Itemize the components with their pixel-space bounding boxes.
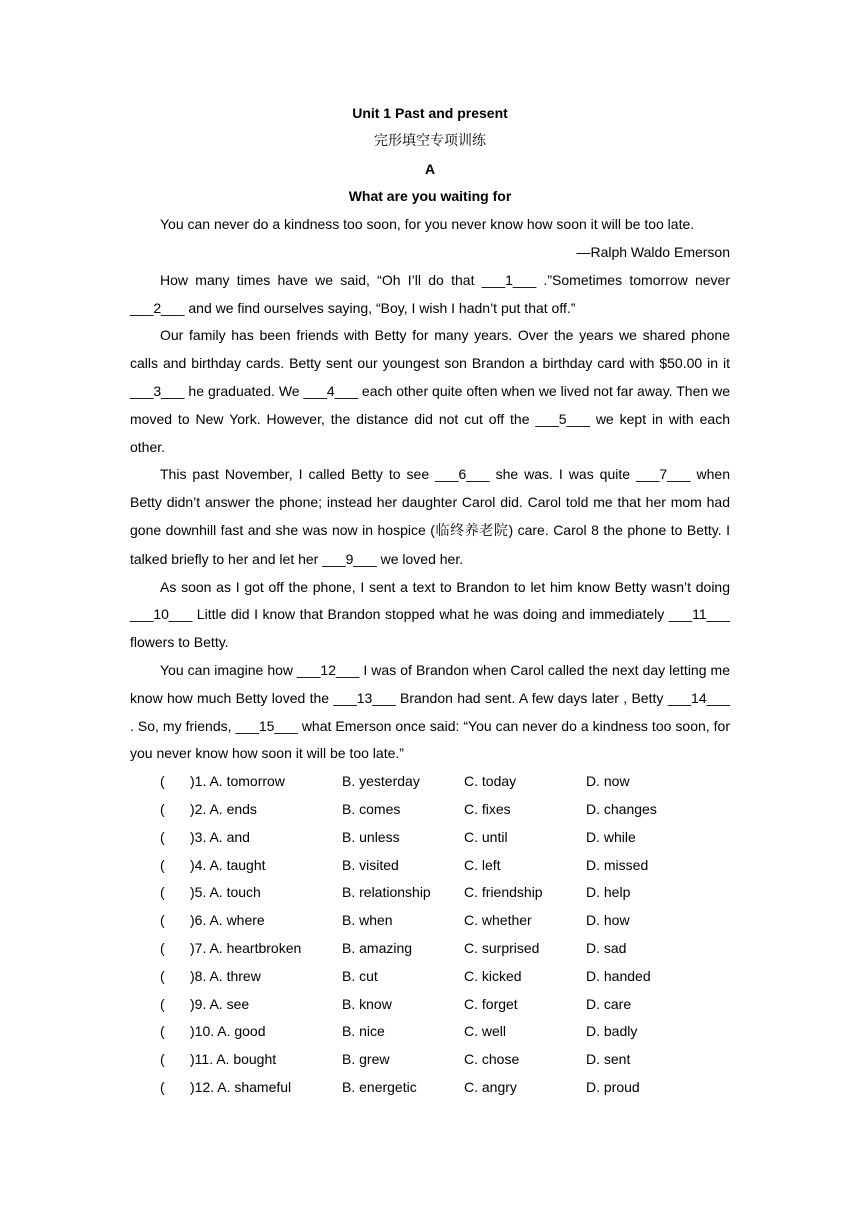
section-label: A: [424, 160, 436, 177]
option-b: B. comes: [342, 800, 401, 817]
option-a: )8. A. threw: [190, 967, 261, 984]
option-a: )7. A. heartbroken: [190, 939, 302, 956]
question-row: [130, 852, 730, 880]
passage-title: What are you waiting for: [348, 188, 512, 205]
option-d: D. missed: [586, 856, 649, 873]
option-a: )11. A. bought: [190, 1051, 277, 1068]
passage-paragraph-5: You can imagine how ___12___ I was of Brandon when Carol called the next day letting me know how much Betty loved the ___13___ Brandon had sent. A few days later , Betty ___14___ . So, my friends, ___15___ what Emerson once said: “You can never do a kindness too soon, for you never know how soon it will be too late.”: [130, 661, 730, 762]
option-c: C. whether: [464, 912, 532, 929]
unit-title: Unit 1 Past and present: [352, 105, 508, 121]
answer-blank: (: [160, 1078, 165, 1095]
question-row: [130, 991, 730, 1019]
passage-paragraph-3: [130, 461, 730, 573]
option-b: B. amazing: [342, 939, 413, 956]
option-b: B. know: [342, 995, 392, 1012]
answer-blank: (: [160, 995, 165, 1012]
option-d: D. while: [586, 828, 636, 845]
option-d: D. help: [586, 884, 631, 901]
option-d: D. how: [586, 912, 630, 929]
option-a: )1. A. tomorrow: [190, 773, 285, 790]
epigraph-quote: You can never do a kindness too soon, for you never know how soon it will be too late.: [160, 216, 695, 233]
question-row: [130, 907, 730, 935]
option-a: )6. A. where: [190, 912, 265, 929]
option-c: C. fixes: [464, 800, 511, 817]
option-d: D. care: [586, 995, 632, 1012]
paragraph-3-chinese-gloss: 临终养老院: [434, 522, 509, 539]
option-c: C. until: [464, 828, 508, 845]
answer-blank: (: [160, 800, 165, 817]
answer-blank: (: [160, 828, 165, 845]
option-d: D. now: [586, 773, 630, 790]
option-d: D. sad: [586, 939, 627, 956]
option-b: B. unless: [342, 828, 400, 845]
option-d: D. proud: [586, 1078, 640, 1095]
option-c: C. kicked: [464, 967, 522, 984]
document-content: [130, 100, 730, 1102]
option-b: B. relationship: [342, 884, 431, 901]
option-a: )9. A. see: [190, 995, 250, 1012]
epigraph-attribution: —Ralph Waldo Emerson: [576, 243, 730, 260]
question-row: [130, 1074, 730, 1102]
answer-blank: (: [160, 967, 165, 984]
option-b: B. nice: [342, 1023, 385, 1040]
question-list: [130, 768, 730, 1102]
paragraph-3-part-1: This past November, I called Betty to see ___6___ she was. I was quite ___7___ when Betty didn’t answer the phone; instead her daughter Carol did. Carol told me that her mom had gone downhill fast and she was now in hospice (: [130, 466, 730, 538]
question-row: [130, 1018, 730, 1046]
option-c: C. left: [464, 856, 501, 873]
option-c: C. today: [464, 773, 517, 790]
option-c: C. chose: [464, 1051, 520, 1068]
option-c: C. surprised: [464, 939, 540, 956]
question-row: [130, 1046, 730, 1074]
option-b: B. grew: [342, 1051, 390, 1068]
option-a: )12. A. shameful: [190, 1078, 292, 1095]
answer-blank: (: [160, 912, 165, 929]
option-c: C. angry: [464, 1078, 517, 1095]
option-b: B. energetic: [342, 1078, 417, 1095]
option-a: )5. A. touch: [190, 884, 261, 901]
option-d: D. badly: [586, 1023, 638, 1040]
question-row: [130, 935, 730, 963]
option-c: C. forget: [464, 995, 518, 1012]
paragraph-3-part-2: ) care. Carol 8 the phone to Betty. I talked briefly to her and let her ___9___ we loved her.: [130, 521, 731, 567]
question-row: [130, 768, 730, 796]
passage-paragraph-4: As soon as I got off the phone, I sent a text to Brandon to let him know Betty wasn’t doing ___10___ Little did I know that Brandon stopped what he was doing and immediately ___11___ flowers to Betty.: [130, 578, 730, 651]
option-b: B. cut: [342, 967, 378, 984]
option-a: )4. A. taught: [190, 856, 266, 873]
question-row: [130, 963, 730, 991]
answer-blank: (: [160, 856, 165, 873]
option-d: D. handed: [586, 967, 651, 984]
option-b: B. yesterday: [342, 773, 420, 790]
option-a: )10. A. good: [190, 1023, 266, 1040]
answer-blank: (: [160, 773, 165, 790]
question-row: [130, 824, 730, 852]
option-d: D. sent: [586, 1051, 631, 1068]
question-row: [130, 796, 730, 824]
option-b: B. when: [342, 912, 393, 929]
option-d: D. changes: [586, 800, 657, 817]
passage-paragraph-1: How many times have we said, “Oh I’ll do that ___1___ .”Sometimes tomorrow never ___2___ and we find ourselves saying, “Boy, I wish I hadn’t put that off.”: [130, 271, 730, 316]
answer-blank: (: [160, 1023, 165, 1040]
option-b: B. visited: [342, 856, 399, 873]
option-a: )2. A. ends: [190, 800, 257, 817]
answer-blank: (: [160, 1051, 165, 1068]
answer-blank: (: [160, 939, 165, 956]
question-row: [130, 879, 730, 907]
option-c: C. friendship: [464, 884, 543, 901]
passage-paragraph-2: Our family has been friends with Betty for many years. Over the years we shared phone calls and birthday cards. Betty sent our youngest son Brandon a birthday card with $50.00 in it ___3___ he graduated. We ___4___ each other quite often when we lived not far away. Then we moved to New York. However, the distance did not cut off the ___5___ we kept in with each other.: [130, 327, 730, 455]
answer-blank: (: [160, 884, 165, 901]
exercise-subtitle: 完形填空专项训练: [374, 132, 486, 149]
option-c: C. well: [464, 1023, 507, 1040]
option-a: )3. A. and: [190, 828, 250, 845]
